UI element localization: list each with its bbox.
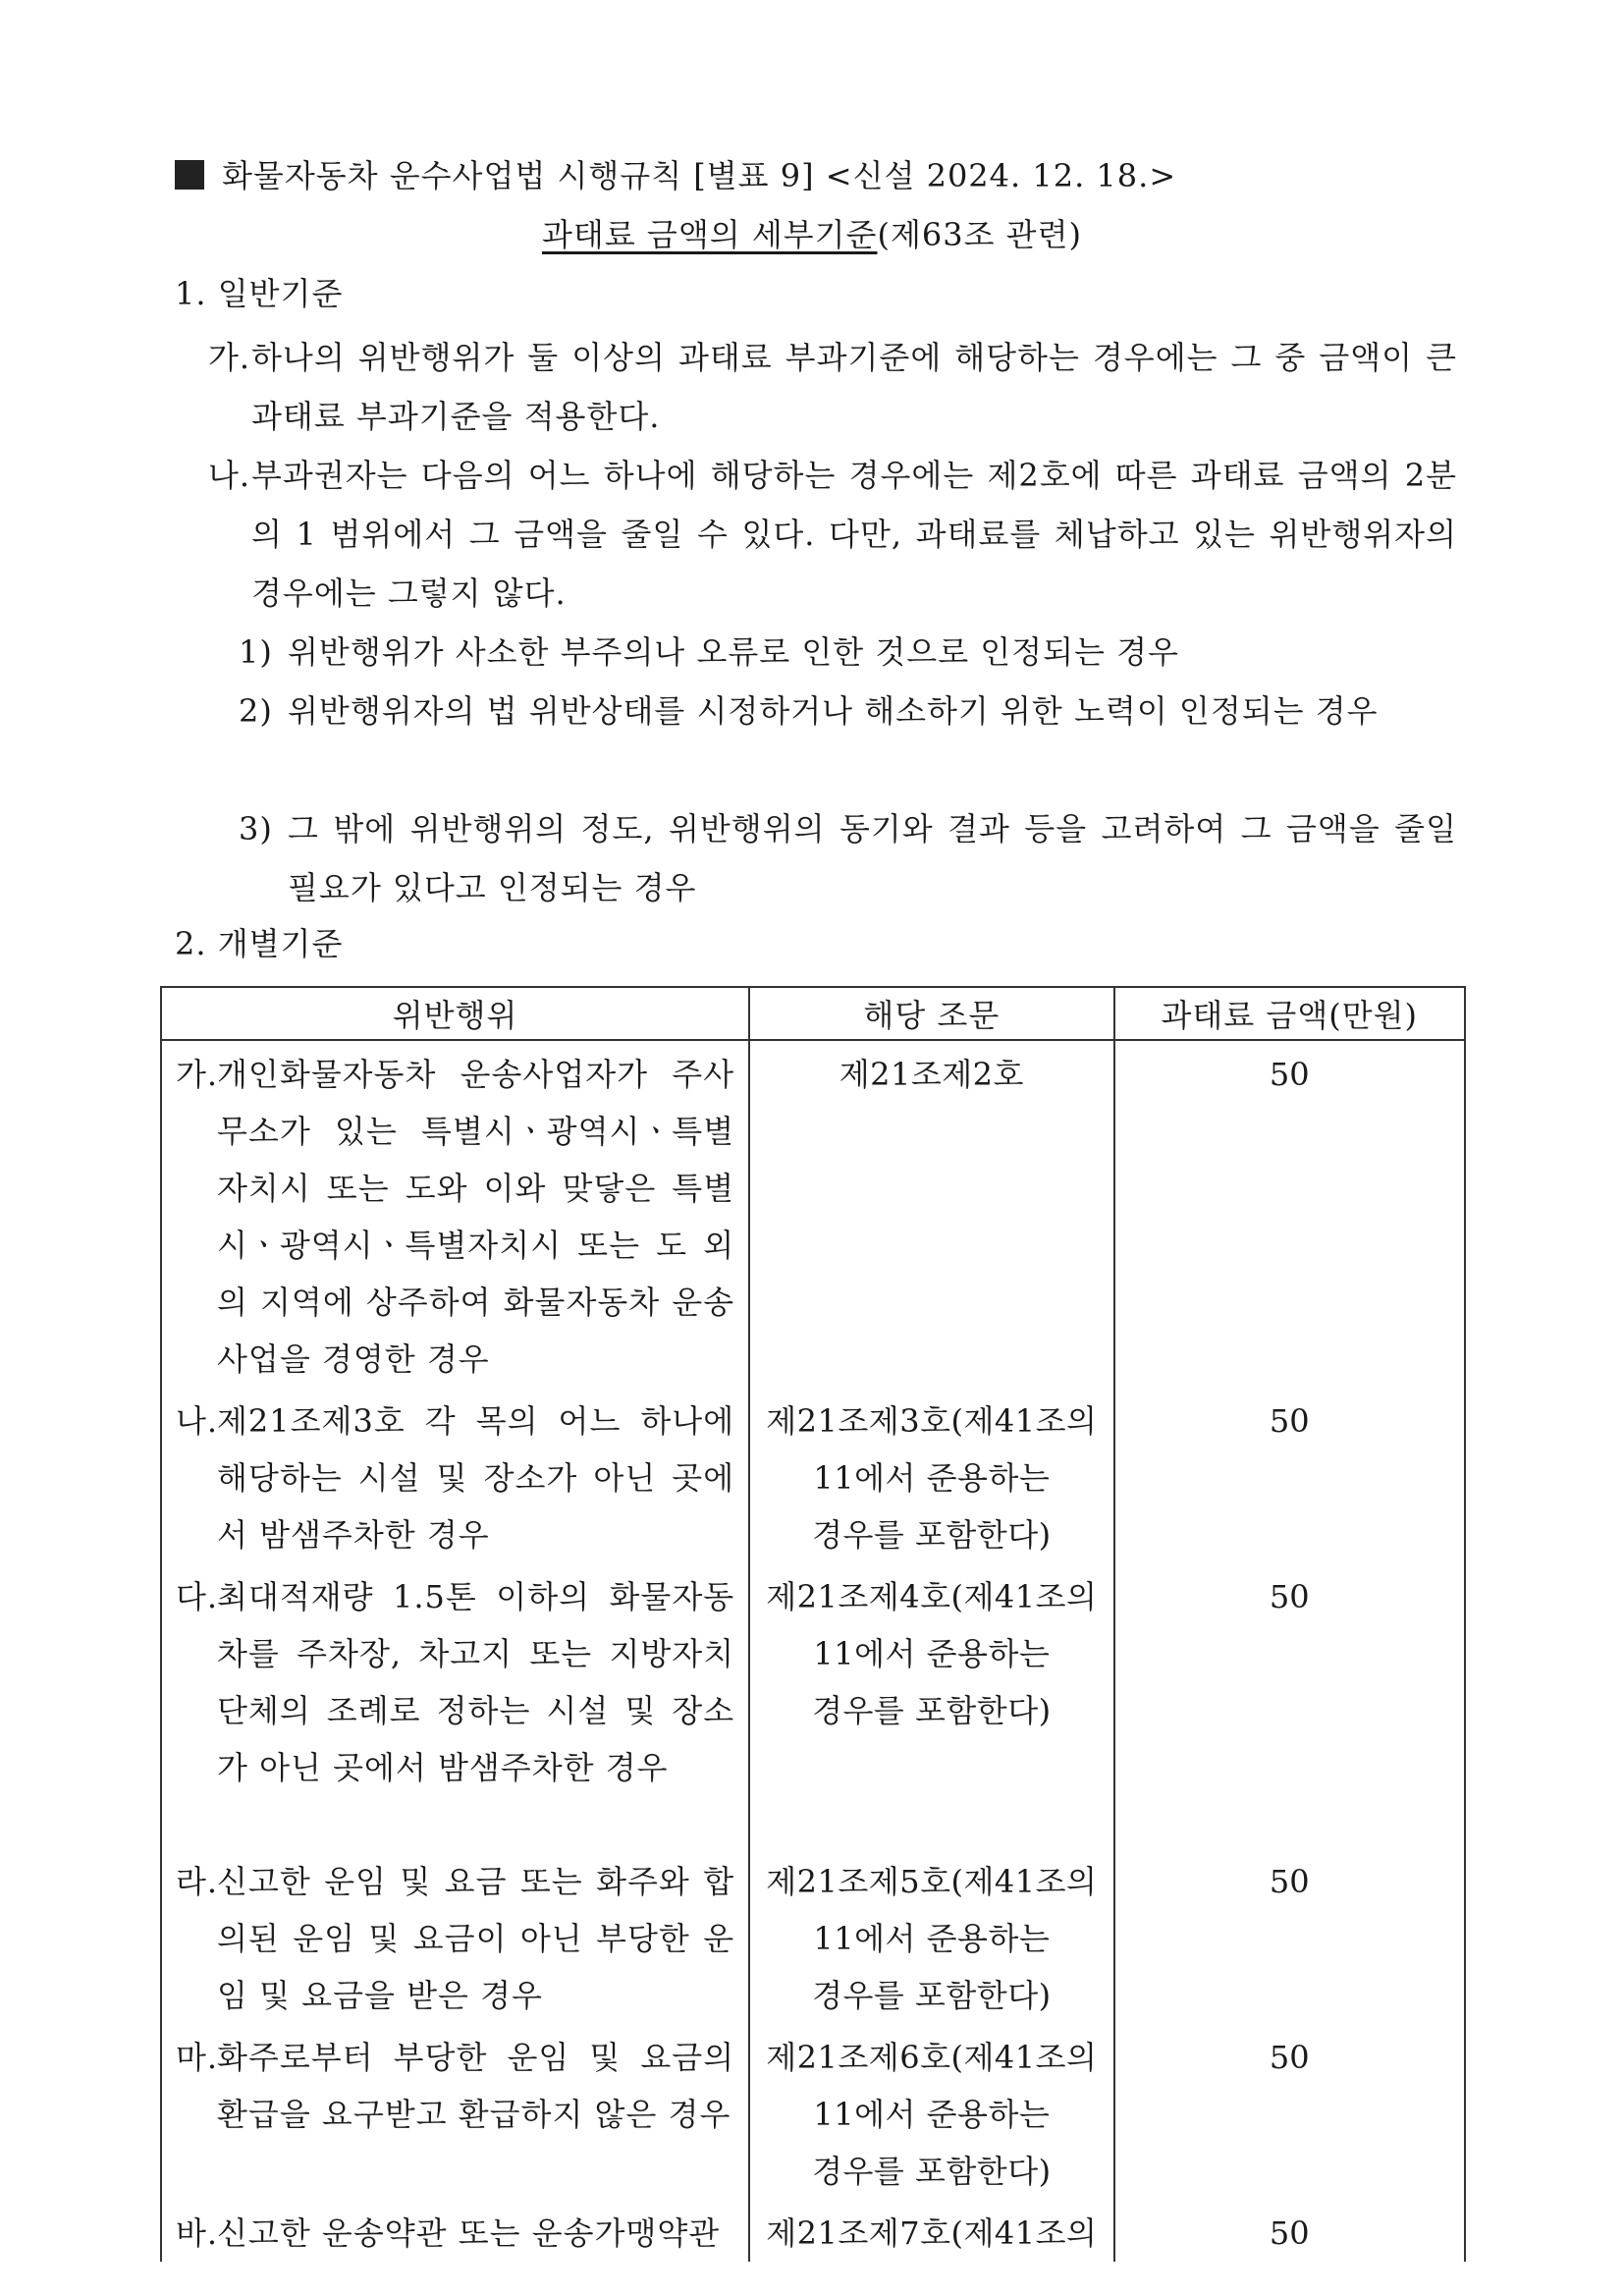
violation-cell [162, 1388, 748, 1563]
table-row [161, 2200, 1465, 2262]
subitem-label: 1) [239, 633, 273, 671]
table-row [161, 2024, 1465, 2200]
fee-table [160, 986, 1466, 2262]
subitem-text: 위반행위자의 법 위반상태를 시정하거나 해소하기 위한 노력이 인정되는 경우 [288, 692, 1379, 730]
article-line: 경우를 포함한다) [812, 1977, 1052, 2014]
general-subitem-1 [239, 623, 1457, 682]
table-row [161, 1563, 1465, 1848]
article-line: 경우를 포함한다) [812, 1516, 1052, 1554]
violation-cell [162, 1848, 748, 2024]
header-text: 화물자동차 운수사업법 시행규칙 [별표 9] <신설 2024. 12. 18.> [222, 157, 1177, 194]
violation-label: 나. [176, 1402, 219, 1440]
black-square-icon [175, 160, 204, 190]
subitem-label: 3) [239, 810, 273, 847]
header-violation: 위반행위 [161, 987, 749, 1040]
violation-label: 가. [176, 1056, 219, 1093]
item-text: 하나의 위반행위가 둘 이상의 과태료 부과기준에 해당하는 경우에는 그 중 금액이 큰 과태료 부과기준을 적용한다. [251, 339, 1457, 435]
violation-text: 제21조제3호 각 목의 어느 하나에 해당하는 시설 및 장소가 아닌 곳에서 밤샘주차한 경우 [217, 1402, 735, 1554]
table-row [161, 1848, 1465, 2024]
general-subitem-2 [239, 682, 1457, 740]
article-cell [750, 1041, 1112, 1103]
table-row [161, 1388, 1465, 1563]
article-line: 경우를 포함한다) [812, 2153, 1052, 2190]
article-line: 11에서 준용하는 [813, 1635, 1051, 1672]
subitem-label: 2) [239, 692, 273, 730]
subitem-text: 위반행위가 사소한 부주의나 오류로 인한 것으로 인정되는 경우 [288, 633, 1179, 671]
article-line: 11에서 준용하는 [813, 1459, 1051, 1497]
title-suffix: (제63조 관련) [877, 216, 1082, 253]
table-row [161, 1040, 1465, 1388]
article-line: 제21조제2호 [839, 1056, 1024, 1093]
section-heading-general: 1. 일반기준 [175, 275, 344, 312]
violation-cell [162, 2200, 748, 2262]
subitem-text: 그 밖에 위반행위의 정도, 위반행위의 동기와 결과 등을 고려하여 그 금액을 줄일 필요가 있다고 인정되는 경우 [288, 810, 1457, 906]
table-header-row [161, 987, 1465, 1040]
violation-label: 마. [176, 2039, 219, 2076]
general-item-ga [208, 328, 1457, 446]
header-amount: 과태료 금액(만원) [1114, 987, 1465, 1040]
violation-text: 최대적재량 1.5톤 이하의 화물자동차를 주차장, 차고지 또는 지방자치단체의 조례로 정하는 시설 및 장소가 아닌 곳에서 밤샘주차한 경우 [217, 1578, 735, 1786]
violation-cell [162, 1563, 748, 1796]
violation-label: 바. [176, 2214, 219, 2252]
violation-text: 신고한 운송약관 또는 운송가맹약관 [217, 2214, 721, 2252]
article-cell [750, 1563, 1112, 1739]
article-line: 11에서 준용하는 [813, 2096, 1051, 2133]
amount-cell: 50 [1269, 1402, 1310, 1440]
article-cell [750, 2024, 1112, 2200]
article-line: 제21조제7호(제41조의 [766, 2214, 1098, 2252]
document-title [0, 210, 1624, 255]
amount-cell: 50 [1269, 1056, 1310, 1093]
amount-cell: 50 [1269, 1578, 1310, 1615]
article-cell [750, 1388, 1112, 1563]
general-item-na [208, 446, 1457, 623]
amount-cell: 50 [1269, 2214, 1310, 2252]
violation-label: 다. [176, 1578, 219, 1615]
article-cell [750, 2200, 1112, 2262]
item-label: 나. [208, 457, 251, 494]
violation-text: 화주로부터 부당한 운임 및 요금의 환급을 요구받고 환급하지 않은 경우 [217, 2039, 735, 2133]
article-line: 경우를 포함한다) [812, 1692, 1052, 1729]
article-cell [750, 1848, 1112, 2024]
amount-cell: 50 [1269, 1863, 1310, 1900]
article-line: 제21조제3호(제41조의 [766, 1402, 1098, 1440]
article-line: 제21조제6호(제41조의 [766, 2039, 1098, 2076]
document-header [175, 151, 1176, 196]
amount-cell: 50 [1269, 2039, 1310, 2076]
article-line: 11에서 준용하는 [813, 1920, 1051, 1957]
violation-label: 라. [176, 1863, 219, 1900]
article-line: 제21조제5호(제41조의 [766, 1863, 1098, 1900]
section-heading-individual: 2. 개별기준 [175, 925, 344, 962]
header-article: 해당 조문 [749, 987, 1113, 1040]
general-subitem-3 [239, 799, 1457, 917]
article-line: 제21조제4호(제41조의 [766, 1578, 1098, 1615]
violation-cell [162, 2024, 748, 2143]
violation-cell [162, 1041, 748, 1388]
violation-text: 개인화물자동차 운송사업자가 주사무소가 있는 특별시ㆍ광역시ㆍ특별자치시 또는 도와 이와 맞닿은 특별시ㆍ광역시ㆍ특별자치시 또는 도 외의 지역에 상주하여 화물자동차 운송사업을 경영한 경우 [217, 1056, 735, 1378]
violation-text: 신고한 운임 및 요금 또는 화주와 합의된 운임 및 요금이 아닌 부당한 운임 및 요금을 받은 경우 [217, 1863, 735, 2014]
title-main: 과태료 금액의 세부기준 [542, 216, 878, 253]
item-label: 가. [208, 339, 251, 376]
item-text: 부과권자는 다음의 어느 하나에 해당하는 경우에는 제2호에 따른 과태료 금액의 2분의 1 범위에서 그 금액을 줄일 수 있다. 다만, 과태료를 체납하고 있는 위반행위자의 경우에는 그렇지 않다. [251, 457, 1457, 612]
